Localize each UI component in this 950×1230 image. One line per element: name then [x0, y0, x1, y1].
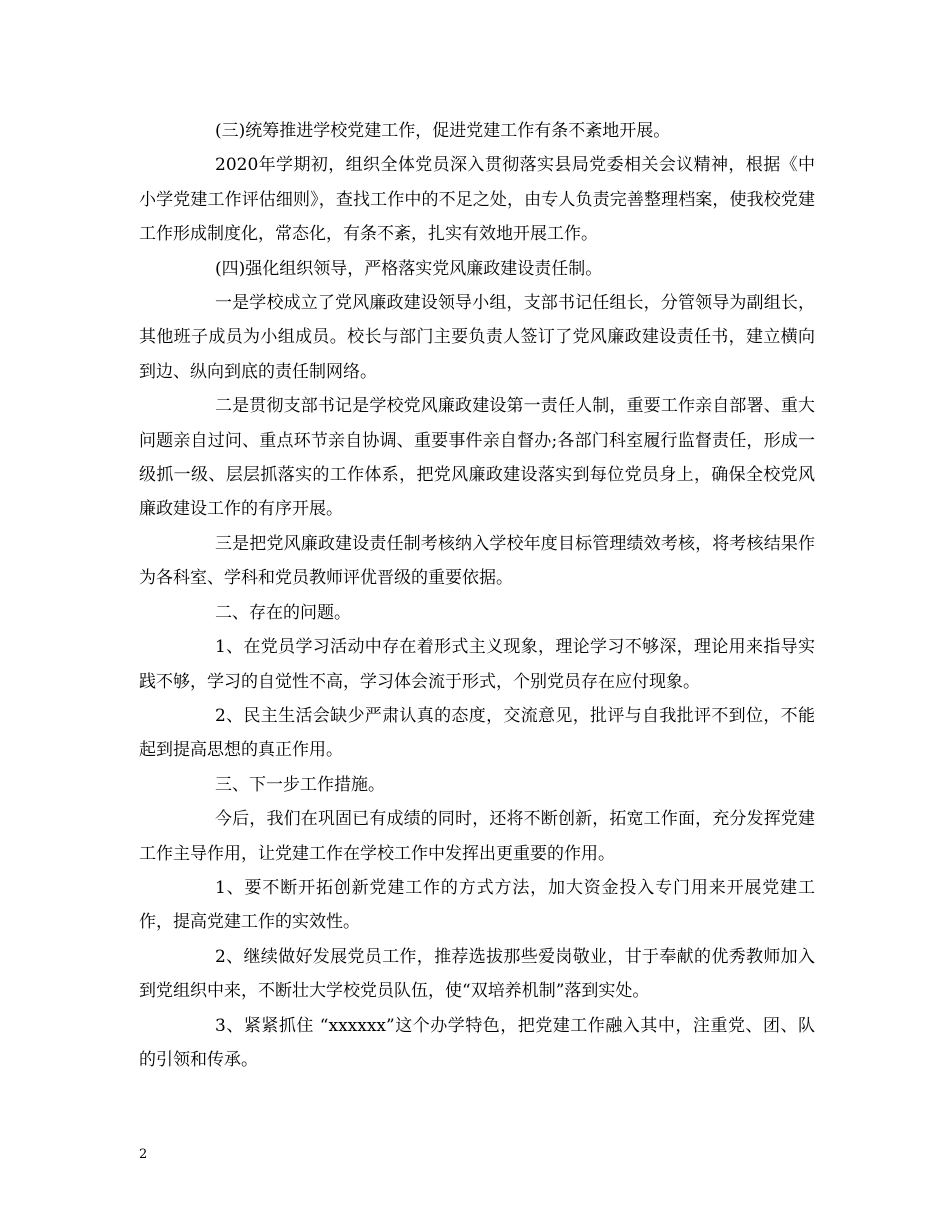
section-heading-3: (三)统筹推进学校党建工作，促进党建工作有条不紊地开展。 — [215, 121, 671, 141]
list-item: 1、在党员学习活动中存在着形式主义现象，理论学习不够深，理论用来指导实践不够，学习的自觉性不高，学习体会流于形式，个别党员存在应付现象。 — [139, 637, 815, 692]
section-heading-next-steps: 三、下一步工作措施。 — [215, 774, 385, 795]
list-item: 3、紧紧抓住 “xxxxxx”这个办学特色，把党建工作融入其中，注重党、团、队的引领和传承。 — [139, 1015, 815, 1070]
page-number: 2 — [139, 1147, 148, 1162]
list-item: 2、民主生活会缺少严肃认真的态度，交流意见，批评与自我批评不到位，不能起到提高思想的真正作用。 — [139, 705, 815, 761]
body-text — [139, 114, 815, 1077]
list-item: 1、要不断开拓创新党建工作的方式方法，加大资金投入专门用来开展党建工作，提高党建工作的实效性。 — [139, 877, 815, 933]
list-item: 2、继续做好发展党员工作，推荐选拔那些爱岗敬业，甘于奉献的优秀教师加入到党组织中来，不断壮大学校党员队伍，使“双培养机制”落到实处。 — [139, 946, 815, 1002]
paragraph: 一是学校成立了党风廉政建设领导小组，支部书记任组长，分管领导为副组长，其他班子成员为小组成员。校长与部门主要负责人签订了党风廉政建设责任书，建立横向到边、纵向到底的责任制网络。 — [139, 293, 815, 382]
paragraph: 三是把党风廉政建设责任制考核纳入学校年度目标管理绩效考核，将考核结果作为各科室、学科和党员教师评优晋级的重要依据。 — [139, 533, 815, 589]
section-heading-problems: 二、存在的问题。 — [215, 602, 351, 623]
paragraph: 二是贯彻支部书记是学校党风廉政建设第一责任人制，重要工作亲自部署、重大问题亲自过问、重点环节亲自协调、重要事件亲自督办;各部门科室履行监督责任，形成一级抓一级、层层抓落实的工作体系，把党风廉政建设落实到每位党员身上，确保全校党风廉政建设工作的有序开展。 — [139, 396, 815, 520]
section-heading-4: (四)强化组织领导，严格落实党风廉政建设责任制。 — [215, 258, 603, 279]
paragraph: 今后，我们在巩固已有成绩的同时，还将不断创新，拓宽工作面，充分发挥党建工作主导作用，让党建工作在学校工作中发挥出更重要的作用。 — [139, 809, 815, 864]
paragraph: 2020年学期初，组织全体党员深入贯彻落实县局党委相关会议精神，根据《中小学党建工作评估细则》，查找工作中的不足之处，由专人负责完善整理档案，使我校党建工作形成制度化，常态化，有条不紊，扎实有效地开展工作。 — [139, 155, 815, 245]
